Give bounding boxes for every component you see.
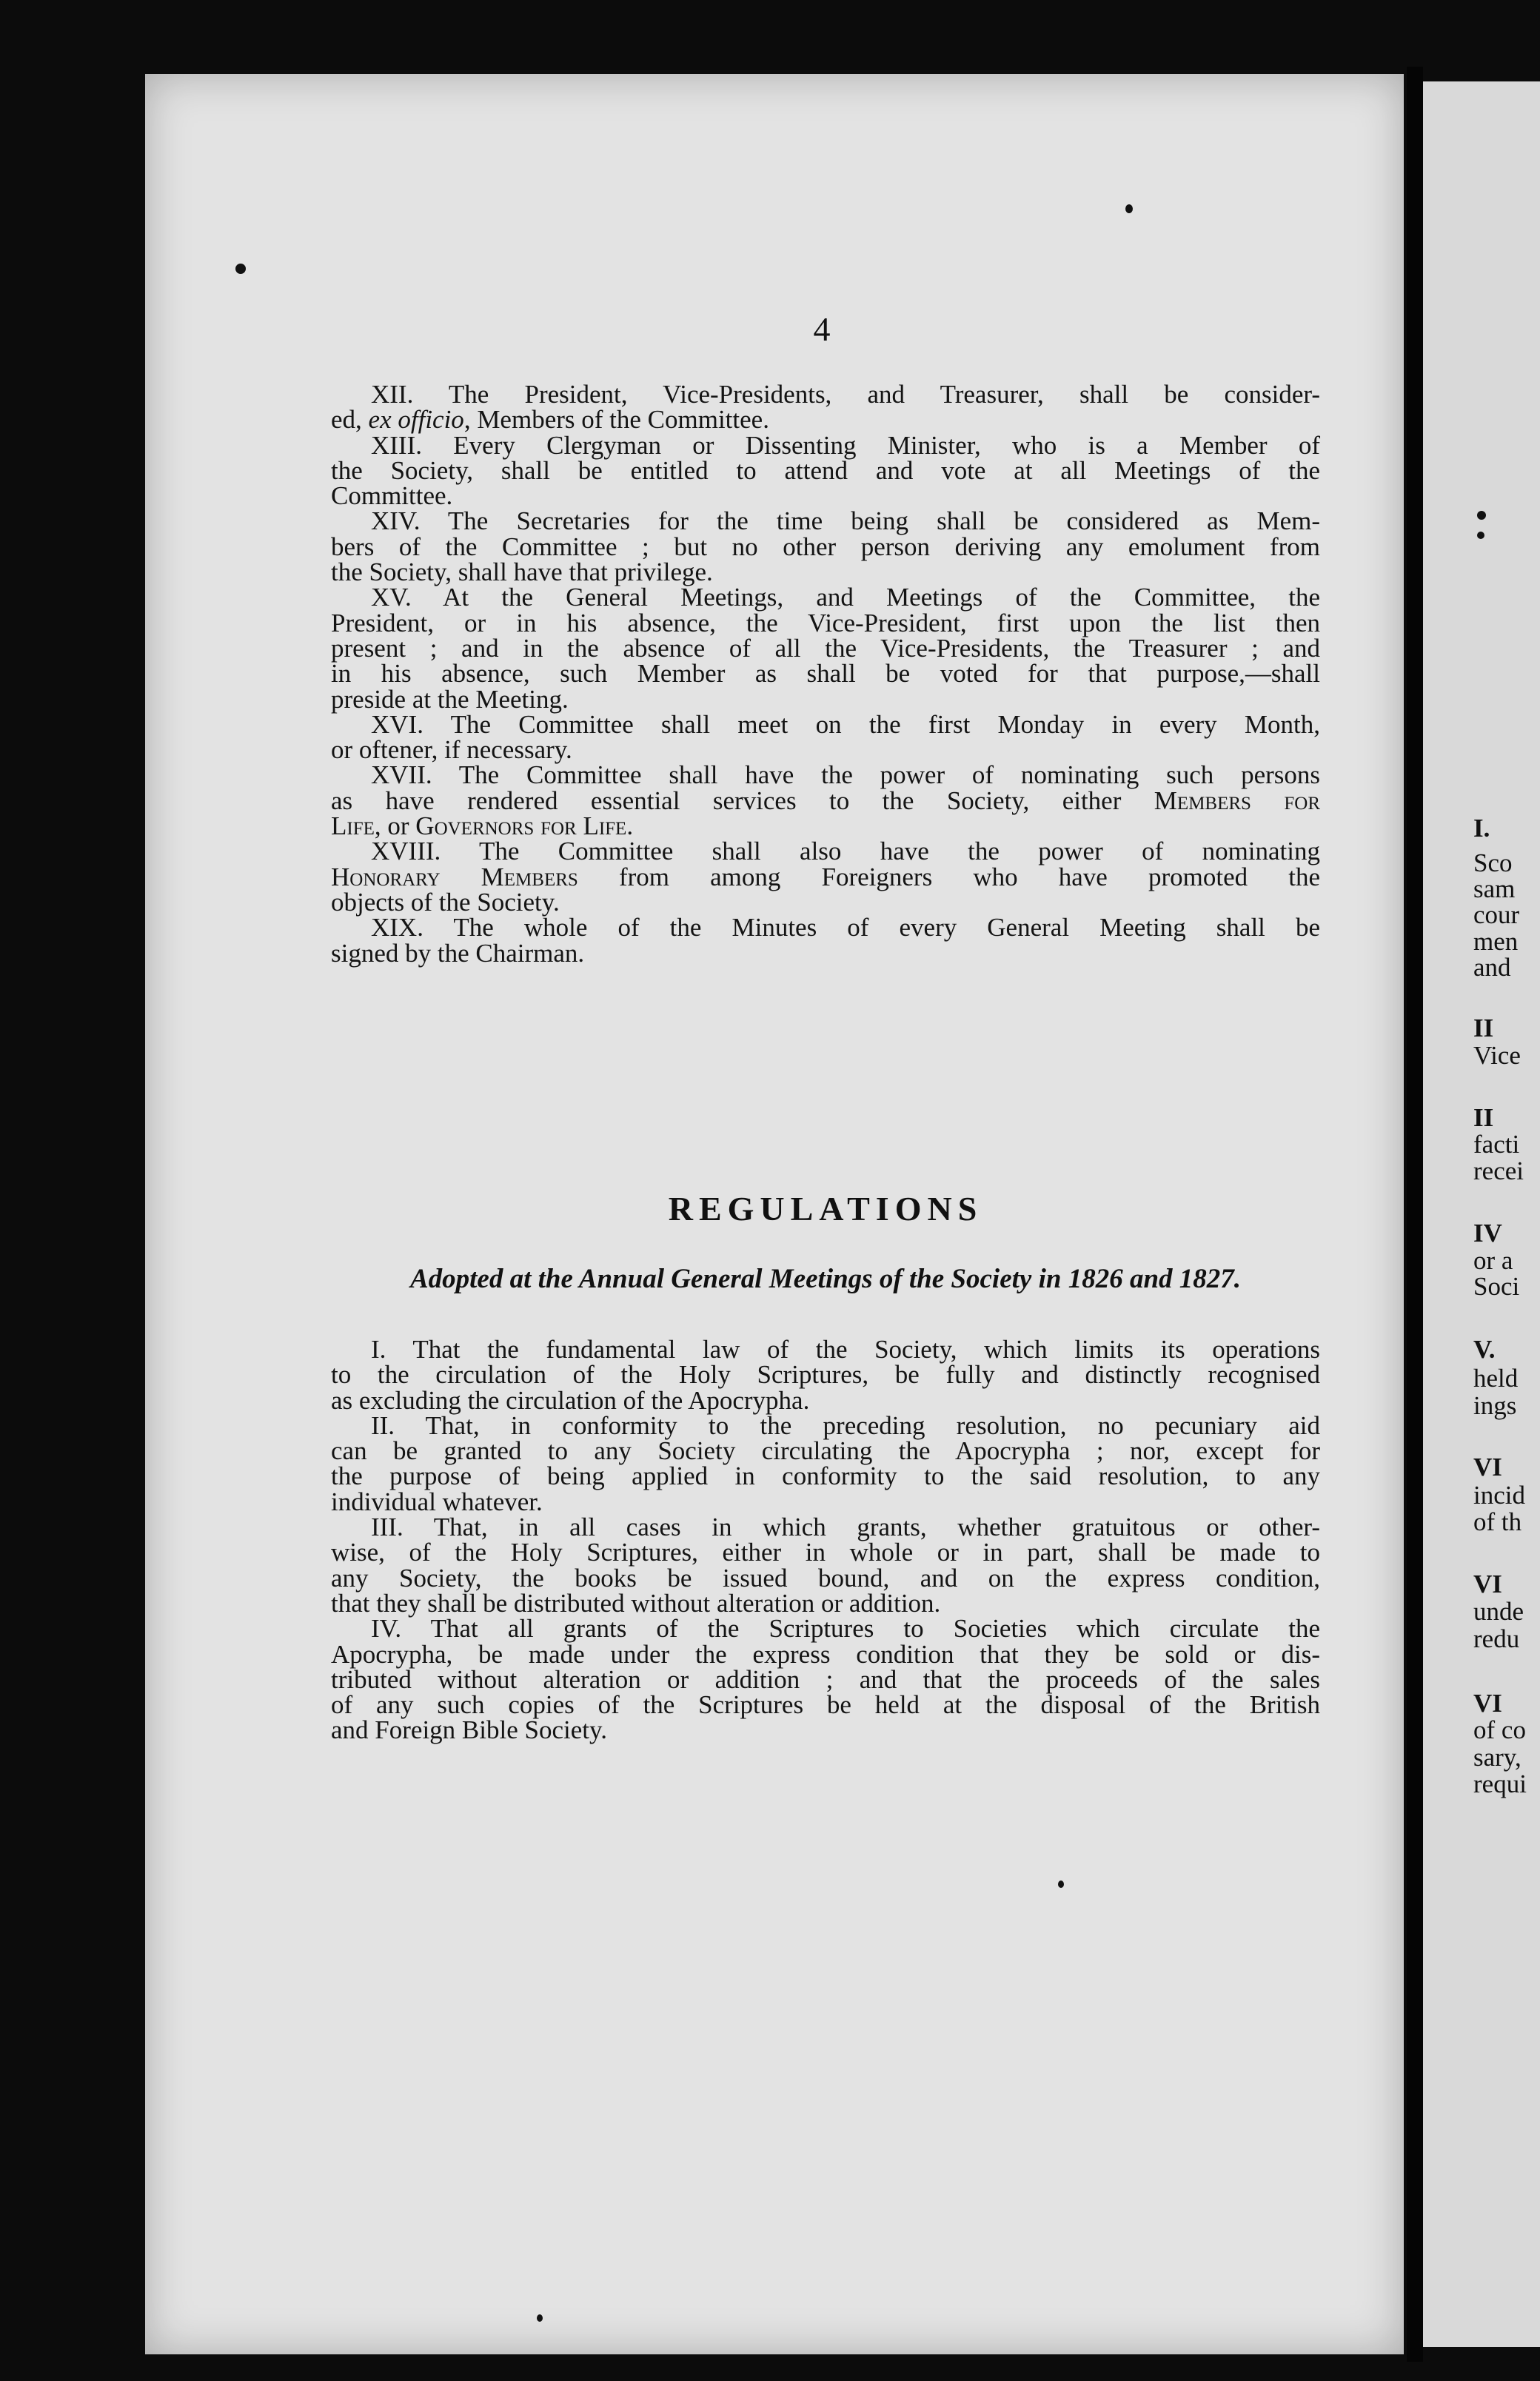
text-line: can be granted to any Society circulating the Apocrypha ; nor, except for bbox=[331, 1436, 1320, 1466]
right-page-fragment: recei bbox=[1473, 1156, 1524, 1185]
text-line: XVIII. The Committee shall also have the power of nominating bbox=[371, 837, 1320, 866]
right-page-fragment: of th bbox=[1473, 1507, 1522, 1536]
text-line: President, or in his absence, the Vice-President, first upon the list then bbox=[331, 608, 1320, 637]
page-number: 4 bbox=[813, 310, 831, 348]
text-line: Life, or Governors for Life. bbox=[331, 811, 634, 841]
text-line: the purpose of being applied in conformity to the said resolution, to any bbox=[331, 1461, 1320, 1491]
text-line: the Society, shall be entitled to attend and vote at all Meetings of the bbox=[331, 455, 1320, 485]
text-line: ed, ex officio, Members of the Committee. bbox=[331, 405, 769, 435]
scan-speck bbox=[537, 2314, 543, 2322]
paragraph bbox=[331, 839, 1320, 915]
text-line: tributed without alteration or addition ; and that the proceeds of the sales bbox=[331, 1664, 1320, 1694]
right-page-fragment: unde bbox=[1473, 1597, 1524, 1626]
text-line: III. That, in all cases in which grants, whether gratuitous or other- bbox=[371, 1513, 1320, 1542]
text-line: of any such copies of the Scriptures be held at the disposal of the British bbox=[331, 1690, 1320, 1720]
scan-speck bbox=[1477, 511, 1486, 520]
right-page-fragment: sam bbox=[1473, 874, 1516, 903]
text-line: XIV. The Secretaries for the time being shall be considered as Mem- bbox=[371, 506, 1320, 536]
text-line: in his absence, such Member as shall be voted for that purpose,—shall bbox=[331, 659, 1320, 689]
text-line: as excluding the circulation of the Apocrypha. bbox=[331, 1385, 810, 1415]
text-line: XV. At the General Meetings, and Meetings of the Committee, the bbox=[371, 583, 1320, 612]
paragraph bbox=[331, 1616, 1320, 1743]
paragraph bbox=[331, 583, 1320, 714]
right-page-fragment: facti bbox=[1473, 1130, 1520, 1159]
text-line: Committee. bbox=[331, 481, 453, 511]
text-line: XVI. The Committee shall meet on the first Monday in every Month, bbox=[371, 709, 1320, 739]
right-page-fragment: VI bbox=[1473, 1453, 1502, 1481]
text-line: or oftener, if necessary. bbox=[331, 735, 572, 765]
scan-speck bbox=[1058, 1881, 1064, 1888]
text-line: present ; and in the absence of all the Vice-Presidents, the Treasurer ; and bbox=[331, 633, 1320, 663]
right-page-fragment: or a bbox=[1473, 1246, 1513, 1275]
right-page-fragment: I. bbox=[1473, 814, 1490, 843]
regulations-subheading: Adopted at the Annual General Meetings of the Society in 1826 and 1827. bbox=[409, 1264, 1242, 1294]
text-line: Apocrypha, be made under the express condition that they be sold or dis- bbox=[331, 1639, 1320, 1669]
text-line: XIII. Every Clergyman or Dissenting Minister, who is a Member of bbox=[371, 430, 1320, 460]
text-line: XII. The President, Vice-Presidents, and Treasurer, shall be consider- bbox=[371, 380, 1320, 409]
paragraph bbox=[331, 382, 1320, 433]
scan-speck bbox=[235, 264, 246, 274]
right-page-fragment: and bbox=[1473, 953, 1511, 982]
text-line: the Society, shall have that privilege. bbox=[331, 557, 713, 587]
paragraph bbox=[331, 430, 1320, 511]
right-page-fragment: requi bbox=[1473, 1769, 1527, 1798]
articles-section bbox=[331, 382, 1320, 966]
scan-speck bbox=[1477, 532, 1484, 539]
scan-speck bbox=[1125, 204, 1133, 213]
right-page-fragment: cour bbox=[1473, 900, 1520, 929]
right-page-fragment: II bbox=[1473, 1014, 1494, 1042]
right-page-fragment: II bbox=[1473, 1103, 1494, 1132]
text-line: XVII. The Committee shall have the power of nominating such persons bbox=[371, 760, 1320, 790]
text-line: preside at the Meeting. bbox=[331, 684, 569, 714]
text-line: objects of the Society. bbox=[331, 887, 560, 917]
regulations-section bbox=[331, 1337, 1320, 1744]
paragraph bbox=[331, 1410, 1320, 1516]
paragraph bbox=[331, 1515, 1320, 1616]
right-page-fragment: of co bbox=[1473, 1715, 1526, 1744]
right-page-fragment: incid bbox=[1473, 1481, 1525, 1510]
text-line: II. That, in conformity to the preceding resolution, no pecuniary aid bbox=[371, 1410, 1320, 1440]
paragraph bbox=[331, 915, 1320, 966]
text-line: that they shall be distributed without alteration or addition. bbox=[331, 1588, 941, 1618]
text-line: IV. That all grants of the Scriptures to Societies which circulate the bbox=[371, 1614, 1320, 1644]
right-page-fragment: V. bbox=[1473, 1335, 1496, 1364]
regulations-heading: REGULATIONS bbox=[668, 1190, 983, 1228]
right-page-fragment: men bbox=[1473, 927, 1519, 956]
text-line: individual whatever. bbox=[331, 1487, 543, 1516]
right-page-fragment: VI bbox=[1473, 1689, 1502, 1718]
text-line: to the circulation of the Holy Scriptures, be fully and distinctly recognised bbox=[331, 1360, 1320, 1390]
book-page-right bbox=[1423, 81, 1540, 2347]
paragraph bbox=[331, 1337, 1320, 1413]
text-line: wise, of the Holy Scriptures, either in whole or in part, shall be made to bbox=[331, 1538, 1320, 1567]
text-line: as have rendered essential services to the Society, either Members for bbox=[331, 786, 1320, 815]
right-page-fragment: Soci bbox=[1473, 1272, 1520, 1301]
text-line: any Society, the books be issued bound, and on the express condition, bbox=[331, 1563, 1320, 1593]
right-page-fragment: IV bbox=[1473, 1219, 1502, 1248]
paragraph bbox=[331, 506, 1320, 587]
paragraph bbox=[331, 709, 1320, 765]
text-line: signed by the Chairman. bbox=[331, 938, 585, 968]
book-gutter bbox=[1407, 67, 1423, 2362]
text-line: and Foreign Bible Society. bbox=[331, 1715, 607, 1745]
text-line: Honorary Members from among Foreigners who have promoted the bbox=[331, 862, 1320, 891]
right-page-fragment: ings bbox=[1473, 1391, 1517, 1420]
paragraph bbox=[331, 760, 1320, 841]
text-line: bers of the Committee ; but no other person deriving any emolument from bbox=[331, 532, 1320, 561]
right-page-fragment: VI bbox=[1473, 1570, 1502, 1598]
right-page-fragment: Vice bbox=[1473, 1041, 1521, 1070]
right-page-fragment: Sco bbox=[1473, 848, 1513, 877]
text-line: I. That the fundamental law of the Society, which limits its operations bbox=[371, 1335, 1320, 1364]
text-line: XIX. The whole of the Minutes of every General Meeting shall be bbox=[371, 913, 1320, 942]
right-page-fragment: redu bbox=[1473, 1624, 1520, 1653]
right-page-fragment: sary, bbox=[1473, 1743, 1521, 1772]
right-page-fragment: held bbox=[1473, 1364, 1519, 1393]
